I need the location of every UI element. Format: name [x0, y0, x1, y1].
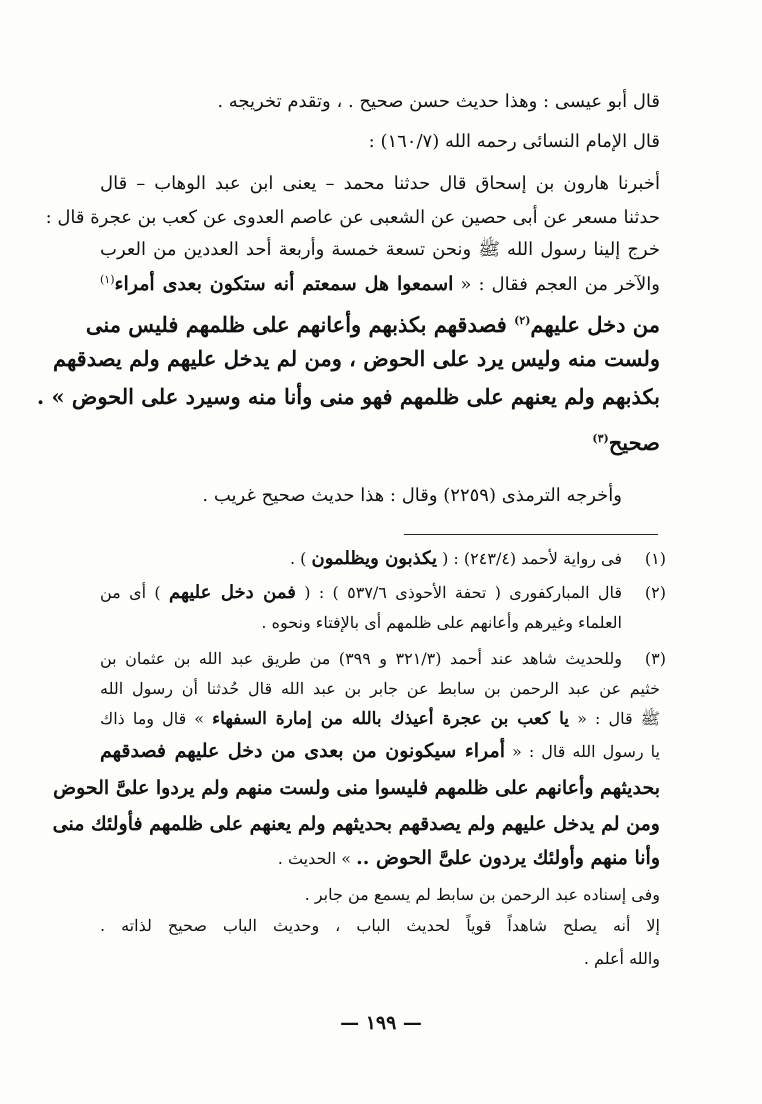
footnote-3-line-10 — [100, 948, 660, 970]
footnote-3-line-7-tail: » الحديث . — [277, 849, 357, 868]
hadith-line-1 — [85, 306, 660, 340]
body-line-6-text: والآخر من العجم فقال : « — [453, 274, 660, 295]
footnote-3 — [100, 648, 666, 670]
footnote-3-line-1: وللحديث شاهد عند أحمد (٣٢١/٣ و ٣٩٩) من طريق عبد الله بن عثمان بن — [100, 649, 623, 668]
footnote-2-line-1 — [100, 582, 622, 604]
grade-text: صحيح — [608, 430, 660, 455]
footnote-3-line-4-bold: أمراء سيكونون من بعدى من دخل عليهم فصدقهم — [100, 740, 505, 762]
footnote-2-continuation: العلماء وغيرهم وأعانهم على ظلمهم أى بالإفتاء ونحوه . — [261, 613, 622, 632]
hadith-text-start: اسمعوا هل سمعتم أنه ستكون بعدى أمراء — [114, 273, 454, 295]
footnote-3-line-4-text — [100, 740, 660, 763]
grade-line — [592, 424, 660, 458]
footnote-1-bold: يكذبون ويظلمون — [311, 548, 438, 569]
footnote-3-line-7-text — [100, 847, 660, 870]
footnote-3-line-5 — [53, 775, 660, 801]
footnote-3-line-5-text: بحديثهم وأعانهم على ظلمهم فليسوا منى ولست منهم ولم يردوا علىَّ الحوض — [53, 777, 660, 799]
footnote-3-line-2-text: خثيم عن عبد الرحمن بن سابط عن جابر بن عبد الله قال حُدثنا أن رسول الله — [100, 679, 660, 698]
footnote-1-part-c: ) . — [289, 549, 312, 568]
footnote-3-line-8 — [100, 884, 660, 906]
footnote-3-line-6-text: ومن لم يدخل عليهم ولم يصدقهم بحديثهم ولم يعنهم على ظلمهم فأولئك منى — [52, 813, 660, 835]
footnote-separator — [404, 534, 658, 535]
footnote-3-line-4-a: يا رسول الله قال : « — [504, 742, 660, 761]
footnote-3-number: (٣) — [644, 649, 666, 668]
footnote-3-line-8-text: وفى إسناده عبد الرحمن بن سابط لم يسمع من جابر . — [304, 885, 660, 904]
footnote-3-line-3-text — [100, 708, 660, 730]
hadith-line-1-start: من دخل عليهم — [530, 312, 660, 337]
footnote-ref-3: (٣) — [592, 432, 609, 445]
footnote-3-line-3 — [100, 708, 660, 730]
footnote-2 — [100, 582, 666, 604]
body-line-6 — [100, 268, 660, 297]
footnote-3-line-6 — [52, 811, 660, 837]
footnote-3-line-9 — [100, 915, 660, 937]
body-line-5: خرج إلينا رسول الله ﷺ ونحن تسعة خمسة وأربعة أحد العددين من العرب — [100, 239, 660, 260]
footnote-3-line-7 — [100, 847, 660, 870]
body-line-4: حدثنا مسعر عن أبى حصين عن الشعبى عن عاصم العدوى عن كعب بن عجرة قال : — [45, 207, 660, 228]
footnote-3-line-3-a: ﷺ قال : « — [569, 709, 660, 728]
body-line-2: قال الإمام النسائى رحمه الله (١٦٠/٧) : — [368, 131, 660, 152]
body-line-tirmidhi: وأخرجه الترمذى (٢٢٥٩) وقال : هذا حديث صحيح غريب . — [202, 485, 622, 506]
footnote-3-line-3-c: » قال وما ذاك — [100, 709, 213, 728]
footnote-2-part-c: ) أى من — [100, 583, 169, 602]
footnote-2-bold: فمن دخل عليهم — [168, 582, 296, 603]
footnote-ref-2: (٢) — [514, 314, 531, 327]
footnote-3-line-4 — [100, 740, 660, 763]
footnote-1 — [100, 548, 666, 570]
footnote-1-part-a: فى رواية لأحمد (٢٤٣/٤) : ( — [437, 549, 622, 568]
footnote-3-line-2 — [100, 678, 660, 700]
footnote-3-line-7-bold: وأنا منهم وأولئك يردون علىَّ الحوض .. — [356, 847, 660, 869]
footnote-3-line-10-text: والله أعلم . — [583, 949, 660, 968]
hadith-line-1-end: فصدقهم بكذبهم وأعانهم على ظلمهم فليس منى — [85, 312, 515, 337]
page-number: — ١٩٩ — — [340, 1012, 422, 1034]
footnote-3-line-3-bold: يا كعب بن عجرة أعيذك بالله من إمارة السفهاء — [212, 709, 570, 729]
footnote-2-number: (٢) — [644, 583, 666, 602]
body-line-1: قال أبو عيسى : وهذا حديث حسن صحيح . ، وتقدم تخريجه . — [217, 91, 660, 112]
footnote-2-part-a: قال المباركفورى ( تحفة الأحوذى ٥٣٧/٦ ) : ( — [295, 583, 623, 602]
footnote-2-line-2 — [100, 612, 660, 634]
footnote-1-text — [100, 548, 622, 570]
footnote-3-line-9-text: إلا أنه يصلح شاهداً قوياً لحديث الباب ، وحديث الباب صحيح لذاته . — [100, 916, 660, 935]
footnote-ref-1: (١) — [100, 273, 115, 286]
body-line-3: أخبرنا هارون بن إسحاق قال حدثنا محمد – يعنى ابن عبد الوهاب – قال — [100, 173, 660, 194]
hadith-line-3: بكذبهم ولم يعنهم على ظلمهم فهو منى وأنا منه وسيرد على الحوض » . — [36, 384, 660, 409]
footnote-1-number: (١) — [644, 549, 666, 568]
hadith-line-2: ولست منه وليس يرد على الحوض ، ومن لم يدخل عليهم ولم يصدقهم — [53, 346, 660, 371]
